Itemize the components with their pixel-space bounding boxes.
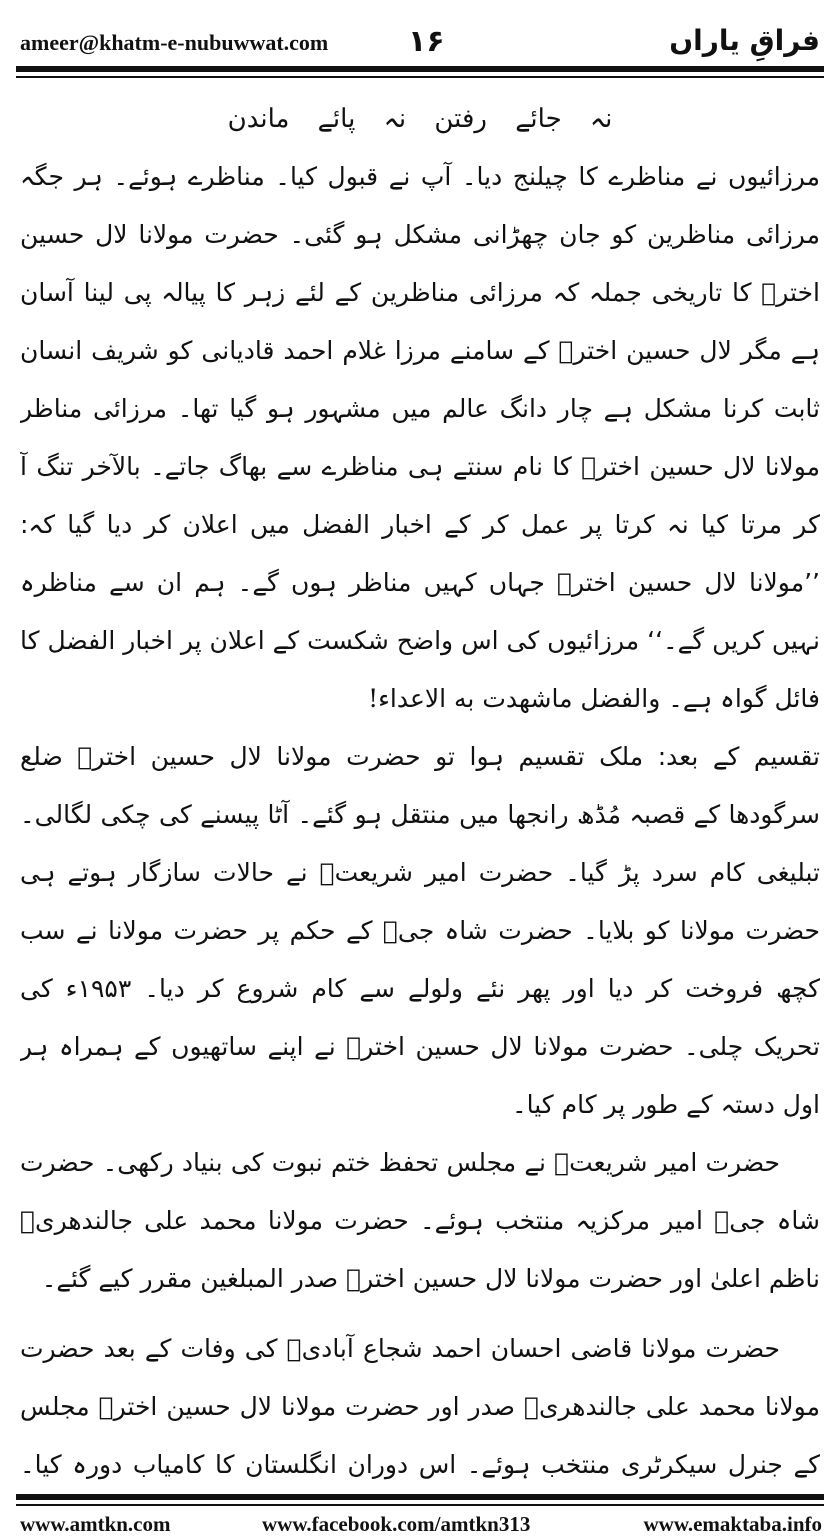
paragraph-3: حضرت امیر شریعتؒ نے مجلس تحفظ ختم نبوت کی بنیاد رکھی۔ حضرت شاہ جیؒ امیر مرکزیہ منتخب ہوئے۔ حضرت مولانا محمد علی جالندھریؒ ناظم اعلیٰ اور حضرت مولانا لال حسین اخترؒ صدر المبلغین مقرر کیے گئے۔ <box>20 1148 820 1293</box>
body-text <box>20 90 820 1480</box>
page-number: ۱۶ <box>408 24 445 59</box>
paragraph-1 <box>20 148 820 728</box>
header-rule-thick <box>16 66 824 72</box>
footer-rule-thin <box>16 1504 824 1506</box>
paragraph-4: حضرت مولانا قاضی احسان احمد شجاع آبادیؒ کی وفات کے بعد حضرت مولانا محمد علی جالندھریؒ صدر اور حضرت مولانا لال حسین اخترؒ مجلس کے جنرل سیکرٹری منتخب ہوئے۔ اس دوران انگلستان کا کامیاب دورہ کیا۔ <box>20 1334 820 1479</box>
paragraph-2: تقسیم کے بعد: ملک تقسیم ہوا تو حضرت مولانا لال حسین اخترؒ ضلع سرگودھا کے قصبہ مُڈھ رانجھا میں منتقل ہو گئے۔ آٹا پیسنے کی چکی لگالی۔ تبلیغی کام سرد پڑ گیا۔ حضرت امیر شریعتؒ نے حالات سازگار ہوتے ہی حضرت مولانا کو بلایا۔ حضرت شاہ جیؒ کے حکم پر حضرت مولانا نے سب کچھ فروخت کر دیا اور پھر نئے ولولے سے کام شروع کر دیا۔ ۱۹۵۳ء کی تحریک چلی۔ حضرت مولانا لال حسین اخترؒ نے اپنے ساتھیوں کے ہمراہ ہر اول دستہ کے طور پر کام کیا۔ <box>20 742 820 1119</box>
paragraph-1-text: مرزائیوں نے مناظرے کا چیلنج دیا۔ آپ نے قبول کیا۔ مناظرے ہوئے۔ ہر جگہ مرزائی مناظرین کو جان چھڑانی مشکل ہو گئی۔ حضرت مولانا لال حسین اخترؒ کا تاریخی جملہ کہ مرزائی مناظرین کے لئے زہر کا پیالہ پی لینا آسان ہے مگر لال حسین اخترؒ کے سامنے مرزا غلام احمد قادیانی کو شریف انسان ثابت کرنا مشکل ہے چار دانگ عالم میں مشہور ہو گیا تھا۔ مرزائی مناظر مولانا لال حسین اخترؒ کا نام سنتے ہی مناظرے سے بھاگ جاتے۔ بالآخر تنگ آ کر مرتا کیا نہ کرتا پر عمل کر کے اخبار الفضل میں اعلان کر دیا گیا کہ: ’’مولانا لال حسین اخترؒ جہاں کہیں مناظر ہوں گے۔ ہم ان سے مناظرہ نہیں کریں گے۔‘‘ مرزائیوں کی اس واضح شکست کے اعلان پر اخبار الفضل کا فائل گواہ ہے۔ <box>20 162 820 713</box>
footer-rule-thick <box>16 1494 824 1500</box>
footer-link-facebook[interactable]: www.facebook.com/amtkn313 <box>262 1512 531 1536</box>
proverb-heading: نہ جائے رفتن نہ پائے ماندن <box>227 104 613 134</box>
arabic-quote: والفضل ماشهدت به الاعداء! <box>368 684 661 713</box>
book-title: فراقِ یاراں <box>669 24 820 57</box>
page-header <box>16 20 824 64</box>
page-footer <box>16 1510 824 1538</box>
footer-link-emaktaba[interactable]: www.emaktaba.info <box>643 1512 822 1536</box>
footer-link-amtkn[interactable]: www.amtkn.com <box>20 1512 171 1536</box>
header-rule-thin <box>16 76 824 78</box>
header-email: ameer@khatm-e-nubuwwat.com <box>20 30 329 55</box>
